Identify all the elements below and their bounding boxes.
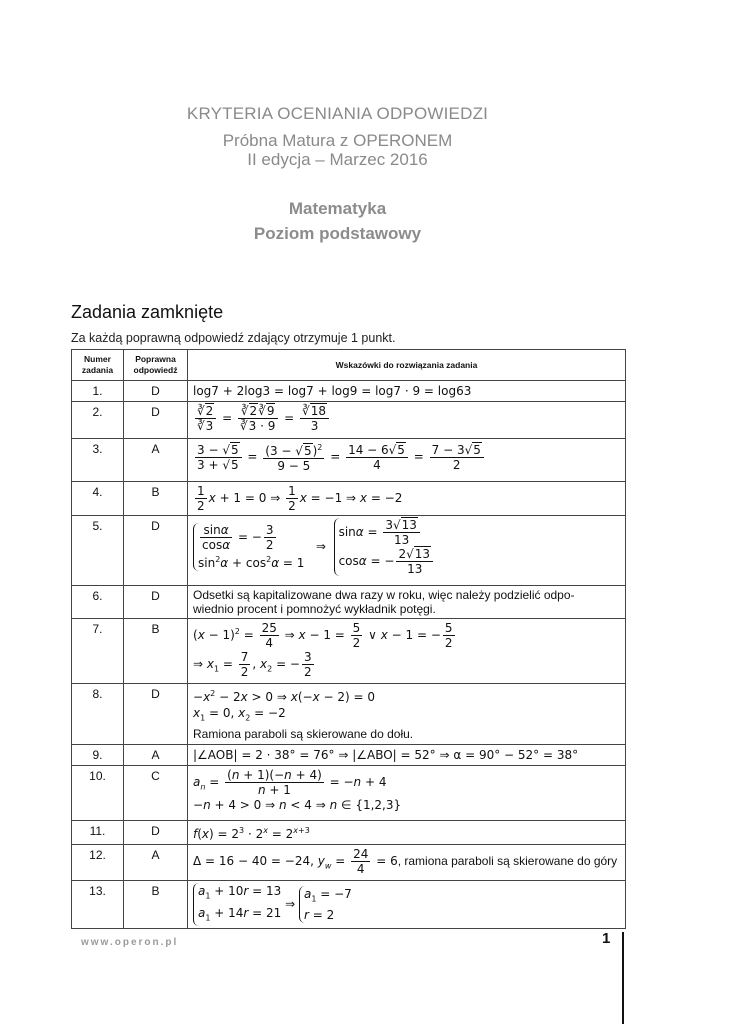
table-row	[72, 684, 626, 745]
task-number: 12.	[72, 845, 124, 881]
header-subject: Matematyka	[288, 199, 387, 218]
answers-table	[71, 349, 626, 929]
task-hint-formula: $\frac{1}{2}$ x + 1 = 0 ⇒ $\frac{1}{2}$ x = −1 ⇒ x = −2	[188, 482, 626, 516]
task-answer: B	[124, 881, 188, 929]
task-answer: D	[124, 586, 188, 619]
header-edition: II edycja – Marzec 2016	[247, 150, 428, 169]
task-answer: A	[124, 745, 188, 766]
task-hint-formula: $-x^2 - 2x > 0$ ⇒ x(−x − 2) = 0 $x_1 = 0$, $x_2 = -2$ Ramiona paraboli są skierowane do dołu.	[188, 684, 626, 745]
page-divider-line	[622, 932, 624, 1024]
table-row	[72, 439, 626, 482]
table-row	[72, 381, 626, 402]
task-number: 3.	[72, 439, 124, 482]
task-answer: C	[124, 766, 188, 821]
table-header-row	[72, 350, 626, 381]
task-hint-formula: $\frac{3 - √5}{3 + √5}$ = $\frac{(3 - √5)^2}{9 - 5}$ = $\frac{14 - 6√5}{4}$ = $\frac{7 - 3√5}{2}$	[188, 439, 626, 482]
hint-line: Odsetki są kapitalizowane dwa razy w roku, więc należy podzielić odpo-	[193, 588, 575, 602]
task-number: 13.	[72, 881, 124, 929]
footer-website: www.operon.pl	[81, 937, 179, 948]
table-row	[72, 586, 626, 619]
task-answer: D	[124, 402, 188, 439]
task-hint-formula: $a_n$ = $\frac{(n + 1)(-n + 4)}{n + 1}$ = −n + 4 −n + 4 > 0 ⇒ n < 4 ⇒ n ∈ {1,2,3}	[188, 766, 626, 821]
task-answer: A	[124, 439, 188, 482]
task-answer: D	[124, 516, 188, 586]
header-title: KRYTERIA OCENIANIA ODPOWIEDZI	[186, 104, 489, 123]
intro-text: Za każdą poprawną odpowiedź zdający otrzymuje 1 punkt.	[71, 331, 396, 345]
hint-line: Ramiona paraboli są skierowane do dołu.	[193, 727, 414, 742]
task-hint	[188, 586, 626, 619]
task-number: 9.	[72, 745, 124, 766]
task-number: 7.	[72, 619, 124, 684]
task-answer: B	[124, 619, 188, 684]
task-hint-formula: $\frac{∛2}{∛3}$ = $\frac{∛2∛9}{∛3 \cdot 9}$ = $\frac{∛18}{3}$	[188, 402, 626, 439]
table-row	[72, 619, 626, 684]
table-row	[72, 482, 626, 516]
task-number: 6.	[72, 586, 124, 619]
hint-line: wiednio procent i pomnożyć wykładnik potęgi.	[193, 602, 436, 616]
task-number: 5.	[72, 516, 124, 586]
task-hint-formula: Δ = 16 − 40 = −24, $y_w$ = $\frac{24}{4}$ = 6, ramiona paraboli są skierowane do góry	[188, 845, 626, 881]
header-number: Numer zadania	[72, 350, 124, 381]
table-row	[72, 821, 626, 845]
task-answer: D	[124, 381, 188, 402]
table-row	[72, 402, 626, 439]
table-row	[72, 745, 626, 766]
task-hint-formula: $\frac{\sin\alpha}{\cos\alpha}$ = − $\frac{3}{2}$ $\sin^2\alpha + \cos^2\alpha = 1$ ⇒ sinα = $\frac{3√13}{13}$ cosα = − $\frac{2√13}{13}$	[188, 516, 626, 586]
table-row	[72, 766, 626, 821]
task-answer: D	[124, 684, 188, 745]
task-hint: log7 + 2log3 = log7 + log9 = log7 · 9 = log63	[188, 381, 626, 402]
task-answer: A	[124, 845, 188, 881]
task-number: 11.	[72, 821, 124, 845]
task-hint: |∠AOB| = 2 · 38° = 76° ⇒ |∠ABO| = 52° ⇒ α = 90° − 52° = 38°	[188, 745, 626, 766]
header-answer: Poprawna odpowiedź	[124, 350, 188, 381]
table-row	[72, 845, 626, 881]
task-number: 10.	[72, 766, 124, 821]
task-number: 4.	[72, 482, 124, 516]
section-title: Zadania zamknięte	[71, 302, 224, 322]
task-hint-formula: $(x - 1)^2$ = $\frac{25}{4}$ ⇒ x − 1 = $\frac{5}{2}$ ∨ x − 1 = − $\frac{5}{2}$ ⇒ $x_1$ = $\frac{7}{2}$ , $x_2$ = − $\frac{3}{2}$	[188, 619, 626, 684]
task-hint-formula: $f(x) = 2^3 \cdot 2^x = 2^{x+3}$	[188, 821, 626, 845]
header-exam-name: Próbna Matura z OPERONEM	[222, 131, 453, 150]
hint-line: , ramiona paraboli są skierowane do góry	[397, 854, 618, 869]
table-row	[72, 516, 626, 586]
task-answer: B	[124, 482, 188, 516]
task-number: 1.	[72, 381, 124, 402]
task-hint-formula: $a_1 + 10r = 13$ $a_1 + 14r = 21$ ⇒ $a_1 = -7$ r = 2	[188, 881, 626, 929]
task-number: 8.	[72, 684, 124, 745]
page-number: 1	[602, 930, 611, 947]
task-answer: D	[124, 821, 188, 845]
table-row	[72, 881, 626, 929]
header-hints: Wskazówki do rozwiązania zadania	[188, 350, 626, 381]
task-number: 2.	[72, 402, 124, 439]
header-level: Poziom podstawowy	[253, 224, 422, 243]
